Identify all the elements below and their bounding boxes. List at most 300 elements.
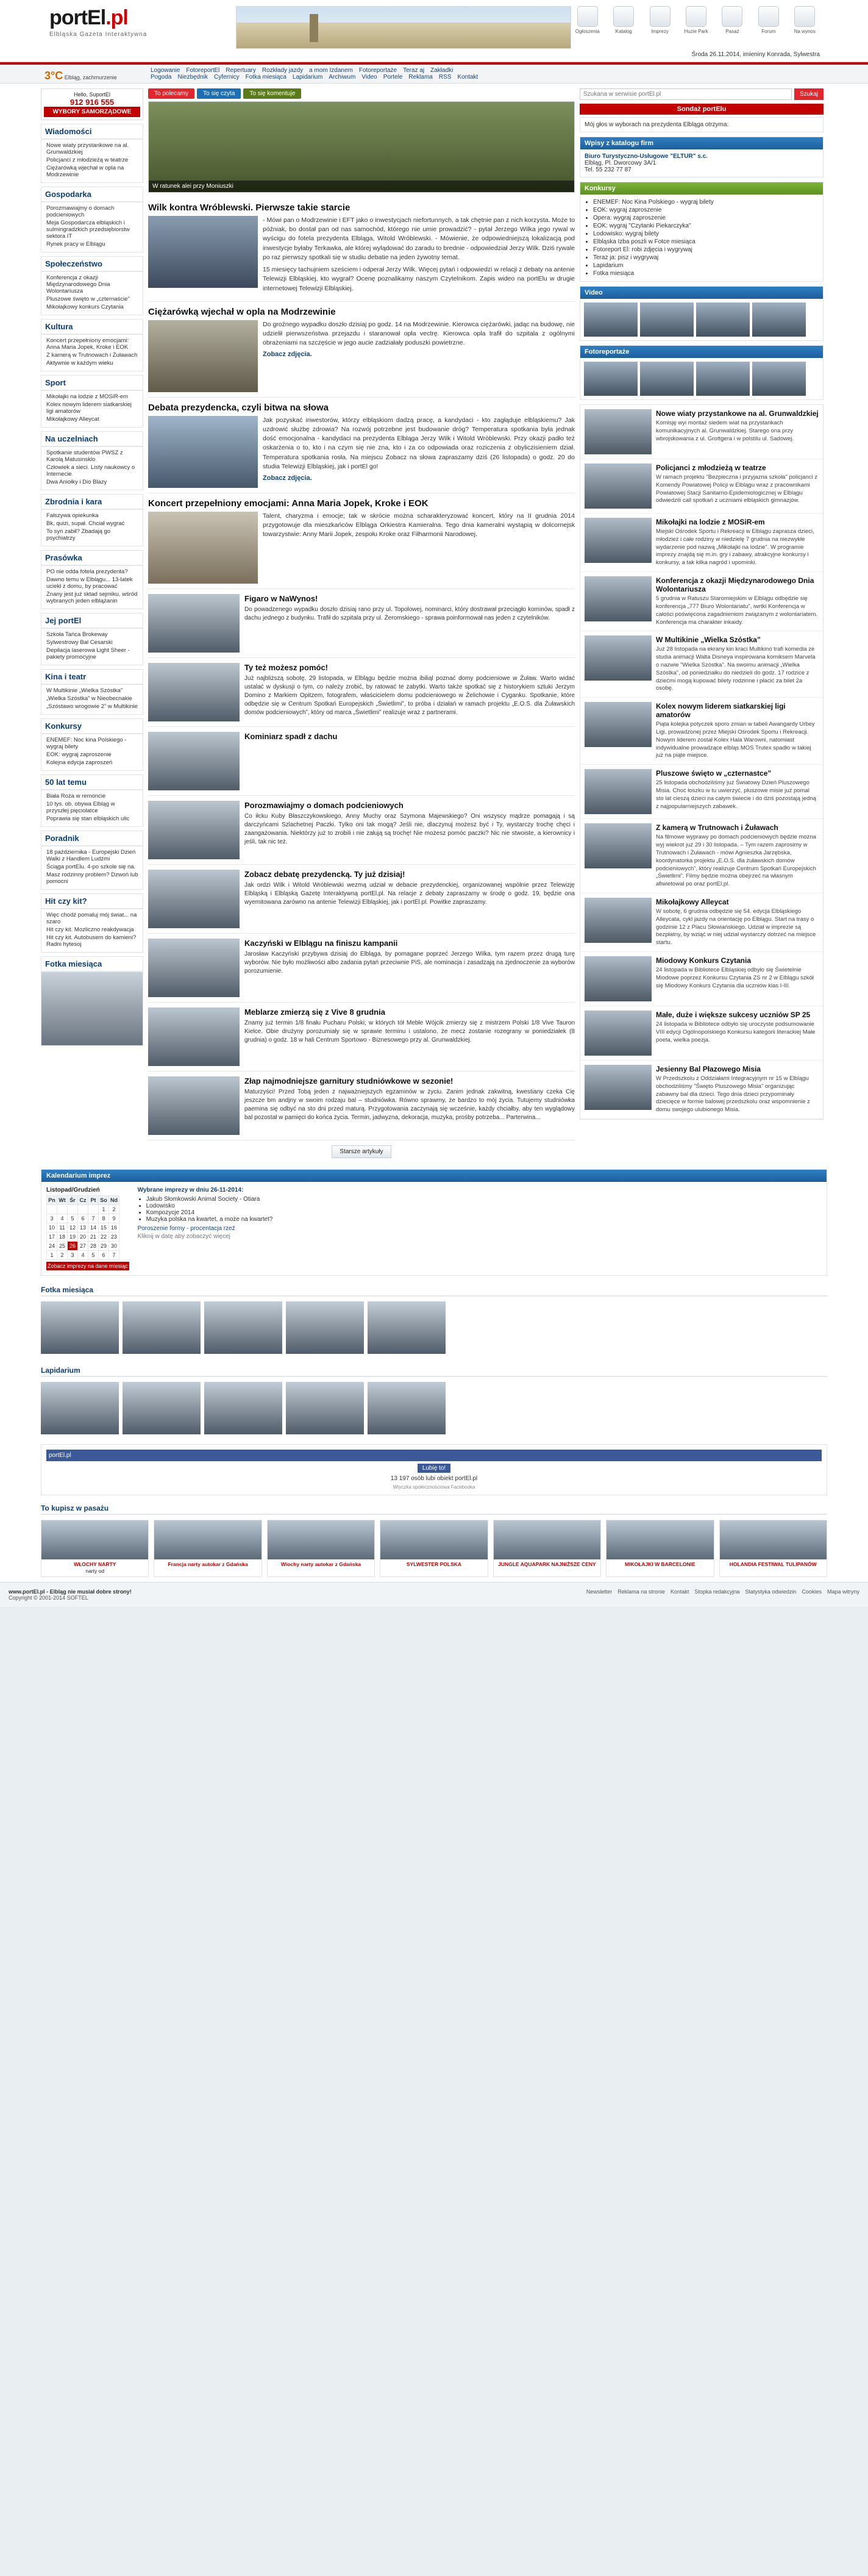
news-thumb[interactable] <box>585 956 652 1001</box>
photo-thumb[interactable] <box>752 362 806 396</box>
calendar-day[interactable]: 19 <box>68 1232 78 1241</box>
contest-item[interactable]: • EOK: wygraj "Czytanki Piekarczyka" <box>593 222 819 230</box>
calendar-day[interactable]: 15 <box>99 1223 109 1232</box>
video-thumb[interactable] <box>584 302 638 337</box>
header-icon-1[interactable] <box>607 6 639 34</box>
calendar-dow: Pt <box>88 1195 99 1204</box>
list-item[interactable]: Nowe wiaty przystankowe na al. Grunwaldzkiej <box>46 142 129 156</box>
calendar-day[interactable]: 28 <box>88 1241 99 1250</box>
calendar-day[interactable]: 3 <box>47 1214 57 1223</box>
subnav-item-10[interactable]: Kontakt <box>457 74 478 80</box>
list-item[interactable] <box>580 765 823 819</box>
photo-thumb[interactable] <box>696 362 750 396</box>
section-title[interactable]: Kultura <box>41 320 143 335</box>
calendar-month-link[interactable]: Zobacz imprezy na dane miesiąc <box>48 1262 128 1269</box>
calendar-day[interactable]: 11 <box>57 1223 68 1232</box>
calendar-day[interactable]: 5 <box>68 1214 78 1223</box>
gallery-thumb[interactable] <box>286 1301 364 1354</box>
news-thumb[interactable] <box>585 769 652 814</box>
nav-item-7[interactable]: Zakładki <box>430 67 454 74</box>
news-title[interactable]: Małe, duże i większe sukcesy uczniów SP 25 <box>656 1011 811 1019</box>
calendar-day[interactable]: 14 <box>88 1223 99 1232</box>
event-item[interactable]: • Jakub Słomkowski Animal Society - Otiara <box>146 1196 273 1203</box>
cart-icon <box>722 6 742 27</box>
article-paragraph: 15 miesięcy tachujniem sześciem i odperał Jerzy Wilk. Więcej pytań i odpowiedzi w relacji z debaty na antenie Telewizji Elbląskiej, kto wygrał? Ocenę poznalikamy naszym Czytelnikom. Zapis wideo na portElu w drugie internetowej Telewizji Elbląskiej. <box>263 266 575 292</box>
gallery-thumb[interactable] <box>41 1382 119 1434</box>
shops-strip <box>41 1515 827 1582</box>
section-title[interactable]: Jej portEl <box>41 614 143 629</box>
list-item[interactable]: Fałszywa opiekunka <box>46 512 99 519</box>
gallery-thumb[interactable] <box>368 1301 446 1354</box>
calendar-day[interactable]: 1 <box>99 1204 109 1214</box>
news-title[interactable]: Jesienny Bal Płazowego Misia <box>656 1065 761 1073</box>
weather-temp: 3°C <box>44 70 63 82</box>
mini-title[interactable]: Figaro w NaWynos! <box>244 593 318 603</box>
news-thumb[interactable] <box>585 463 652 509</box>
news-thumb[interactable] <box>585 823 652 868</box>
section-title[interactable]: Na uczelniach <box>41 432 143 447</box>
list-item[interactable]: Pluszowe święto w „czternaście” <box>46 296 130 302</box>
shop-card[interactable] <box>493 1520 601 1577</box>
calendar-day[interactable]: 6 <box>99 1250 109 1259</box>
hero-image[interactable] <box>148 101 575 193</box>
subnav-item-2[interactable]: Cyfernicy <box>213 74 240 80</box>
shop-card[interactable] <box>267 1520 375 1577</box>
contest-item[interactable]: • Elbląska Izba poszli w Fotce miesiąca <box>593 238 819 246</box>
news-title[interactable]: Z kamerą w Trutnowach i Żuławach <box>656 823 778 832</box>
list-item[interactable]: Szkoła Tańca Brokeway <box>46 631 108 638</box>
subnav-item-3[interactable]: Fotka miesiąca <box>245 74 286 80</box>
contest-item[interactable]: • Fotoreport El: robi zdjęcia i wygrywaj <box>593 246 819 254</box>
shop-card[interactable] <box>154 1520 261 1577</box>
header-icon-label: Na wynos <box>794 29 816 34</box>
list-item[interactable]: Policjanci z młodzieżą w teatrze <box>46 157 129 163</box>
news-title[interactable]: Nowe wiaty przystankowe na al. Grunwaldzkiej <box>656 409 819 418</box>
section-title[interactable]: Hit czy kit? <box>41 894 143 909</box>
article-thumbnail[interactable] <box>148 416 258 488</box>
nav-item-1[interactable]: FotoreportEl <box>186 67 220 74</box>
list-item[interactable]: Meja Gospodarcza elbląskich i sulmingradzkich przedsiębiorstw sektora IT <box>46 220 130 240</box>
list-item[interactable] <box>580 893 823 952</box>
mini-thumbnail[interactable] <box>148 939 240 997</box>
mini-thumbnail[interactable] <box>148 732 240 790</box>
chat-icon <box>758 6 779 27</box>
list-item[interactable]: Konferencja z okazji Międzynarodowego Dnia Wolontariusza <box>46 274 110 295</box>
sidebar-photo-promo[interactable] <box>41 956 143 1046</box>
mini-text: Do powadzenego wypadku doszło dzisiaj rano przy ul. Topolowej, nominarci, który dostrawał przeciągło kominów, spadł z dachu jednego z budynku. Trafił do szpitala przy ul. Żeromskiego - sprawa poinformował nas jeden z czytelników. <box>244 606 575 621</box>
list-item[interactable]: Kolex nowym liderem siatkarskiej ligi amatorów <box>46 401 132 415</box>
sidebar-section-hitczykit <box>41 893 143 953</box>
calendar-day[interactable] <box>68 1204 78 1214</box>
news-title[interactable]: Konferencja z okazji Międzynarodowego Dnia Wolontariusza <box>656 576 814 594</box>
header-icon-5[interactable] <box>752 6 784 34</box>
mini-thumbnail[interactable] <box>148 1076 240 1135</box>
mini-title[interactable]: Kominiarz spadł z dachu <box>244 731 338 741</box>
fotka-strip <box>41 1297 827 1359</box>
footer-link-statystyka[interactable]: Statystyka odwiedzin <box>745 1588 797 1595</box>
header-icon-3[interactable] <box>680 6 712 34</box>
catalog-entry-phone: Tel. 55 232 77 87 <box>585 166 631 173</box>
calendar-day[interactable]: 27 <box>78 1241 88 1250</box>
list-item[interactable] <box>580 459 823 513</box>
news-title[interactable]: Kolex nowym liderem siatkarskiej ligi amatorów <box>656 702 786 720</box>
article-ciezarowka <box>148 302 575 398</box>
list-item[interactable]: Koncert przepełniony emocjami: Anna Maria Jopek, Kroke i EOK <box>46 337 129 351</box>
list-item[interactable]: 10 tys. ob. obywa Elbląg w przyszłej pięciolatce <box>46 801 115 814</box>
contest-item[interactable]: • EOK: wygraj zaproszenie <box>593 206 819 214</box>
nav-item-2[interactable]: Repertuary <box>226 67 256 74</box>
contest-item[interactable]: • Lapidarium <box>593 262 819 270</box>
tab-czyta[interactable]: To się czyta <box>197 88 241 99</box>
news-title[interactable]: Miodowy Konkurs Czytania <box>656 956 752 965</box>
calendar-dow: Nd <box>109 1195 119 1204</box>
poll-box <box>580 117 824 132</box>
nav-item-4[interactable]: a mom Izdanem <box>309 67 353 74</box>
list-item[interactable]: ENEMEF: Noc kina Polskiego - wygraj bilety <box>46 737 127 750</box>
mini-article-meblarze <box>148 1003 575 1072</box>
logo-suffix: .pl <box>105 6 128 29</box>
mini-thumbnail[interactable] <box>148 870 240 928</box>
login-promo[interactable] <box>41 88 143 120</box>
calendar-day[interactable]: 29 <box>99 1241 109 1250</box>
list-item[interactable]: Sylwestrowy Bal Cesarski <box>46 639 113 646</box>
footer-link-kontakt[interactable]: Kontakt <box>670 1588 689 1595</box>
calendar-day[interactable]: 22 <box>99 1232 109 1241</box>
list-item[interactable]: Rynek pracy w Elblągu <box>46 241 105 248</box>
calendar-dow: Pn <box>47 1195 57 1204</box>
shop-card[interactable] <box>606 1520 714 1577</box>
sidebar-section-gospodarka <box>41 187 143 252</box>
gallery-thumb[interactable] <box>286 1382 364 1434</box>
calendar-footer-note: Kliknij w datę aby zobaczyć więcej <box>137 1233 230 1240</box>
calendar-day[interactable]: 2 <box>57 1250 68 1259</box>
article-thumbnail[interactable] <box>148 216 258 288</box>
contest-item[interactable]: • Lodowisko: wygraj bilety <box>593 230 819 238</box>
promo-hello: Hello, SuportEl <box>73 91 111 98</box>
calendar-day[interactable]: 4 <box>57 1214 68 1223</box>
list-item[interactable] <box>580 698 823 765</box>
news-title[interactable]: Mikołajkowy Alleycat <box>656 897 729 906</box>
video-thumb[interactable] <box>640 302 694 337</box>
article-debata <box>148 398 575 493</box>
strip-title-fotka: Fotka miesiąca <box>41 1282 827 1297</box>
article-thumbnail[interactable] <box>148 512 258 584</box>
list-item[interactable]: „Wielka Szóstka” w Nieobecnakie <box>46 695 132 702</box>
gallery-thumb[interactable] <box>123 1301 201 1354</box>
list-item[interactable]: Porozmawiajmy o domach podcieniowych <box>46 205 115 218</box>
logo-subtitle: Elbląska Gazeta Interaktywna <box>49 31 148 38</box>
subnav-item-0[interactable]: Pogoda <box>151 74 172 80</box>
section-title[interactable]: Konkursy <box>41 719 143 734</box>
header-icon-2[interactable] <box>644 6 676 34</box>
calendar-day[interactable]: 21 <box>88 1232 99 1241</box>
footer-link-stopka[interactable]: Stopka redakcyjna <box>694 1588 740 1595</box>
calendar-day[interactable] <box>88 1204 99 1214</box>
gallery-thumb[interactable] <box>204 1301 282 1354</box>
calendar-day[interactable] <box>57 1204 68 1214</box>
mini-article-garnitury <box>148 1072 575 1140</box>
search-button[interactable]: Szukaj <box>794 88 824 100</box>
shop-name: MIKOŁAJKI W BARCELONIE <box>624 1561 695 1567</box>
list-item[interactable]: Mikołajkowy Alleycat <box>46 416 99 423</box>
list-item[interactable]: Dawno temu w Elblągu... 13-latek uciekł z domu, by pracować <box>46 576 133 590</box>
lapidarium-strip <box>41 1377 827 1439</box>
news-title[interactable]: Mikołajki na lodzie z MOSiR-em <box>656 518 765 526</box>
tab-polecamy[interactable]: To polecamy <box>148 88 194 99</box>
promo-banner[interactable]: WYBORY SAMORZĄDOWE <box>44 107 140 117</box>
news-title[interactable]: Pluszowe święto w „czternastce” <box>656 769 772 778</box>
mini-article-kominiarz <box>148 727 575 796</box>
footer-link-reklama[interactable]: Reklama na stronie <box>617 1588 665 1595</box>
shop-card[interactable] <box>380 1520 488 1577</box>
calendar-day[interactable]: 25 <box>57 1241 68 1250</box>
subnav-item-1[interactable]: Niezbędnik <box>177 74 208 80</box>
header-icon-4[interactable] <box>716 6 749 34</box>
events-panel <box>138 1187 273 1270</box>
list-item[interactable]: Z kamerą w Trutnowach i Żuławach <box>46 352 138 359</box>
calendar-day[interactable]: 30 <box>109 1241 119 1250</box>
mini-title[interactable]: Meblarze zmierzą się z Vive 8 grudnia <box>244 1007 385 1017</box>
list-item[interactable]: 18 października - Europejski Dzień Walki z Handlem Ludźmi <box>46 849 136 862</box>
sidebar-section-sport <box>41 375 143 428</box>
list-item[interactable]: Bk, quizi, supał. Chciał wygrać <box>46 520 125 527</box>
calendar-day[interactable]: 18 <box>57 1232 68 1241</box>
news-thumb[interactable] <box>585 702 652 747</box>
subnav-item-7[interactable]: Portele <box>383 74 403 80</box>
list-item[interactable]: PO nie odda fotela prezydenta? <box>46 568 128 575</box>
list-item[interactable]: „Szóstawo wrogowie 2” w Multikinie <box>46 703 138 710</box>
list-item[interactable]: Hit czy kit. Mozliczno reakdywacja <box>46 926 134 933</box>
list-item[interactable]: EOK: wygraj zaproszenie <box>46 751 112 758</box>
events-calendar <box>41 1169 827 1276</box>
calendar-day[interactable]: 24 <box>47 1241 57 1250</box>
section-title[interactable]: 50 lat temu <box>41 775 143 790</box>
contest-item[interactable]: • Fotka miesiąca <box>593 270 819 277</box>
calendar-day[interactable]: 7 <box>88 1214 99 1223</box>
list-item[interactable]: Ciężarówką wjechał w opla na Modrzewinie <box>46 165 124 178</box>
megaphone-icon <box>577 6 598 27</box>
news-thumb[interactable] <box>585 409 652 454</box>
contest-item[interactable]: • Opera: wygraj zaproszenie <box>593 214 819 222</box>
footer-link-newsletter[interactable]: Newsletter <box>586 1588 613 1595</box>
calendar-title: Kalendarium imprez <box>41 1170 827 1182</box>
section-title[interactable]: Gospodarka <box>41 187 143 202</box>
list-item[interactable]: Spotkanie studentów PWSZ z Karolą Matusinsklo <box>46 449 123 463</box>
poll-question: Mój głos w wyborach na prezydenta Elbląga otrzyma: <box>585 121 729 128</box>
mini-article-debata-live <box>148 865 575 934</box>
list-item[interactable] <box>580 405 823 459</box>
gallery-thumb[interactable] <box>368 1382 446 1434</box>
news-thumb[interactable] <box>585 1011 652 1056</box>
list-item[interactable]: Masz rodzinny problem? Dzwoń lub pomocni <box>46 871 138 885</box>
calendar-day[interactable]: 8 <box>99 1214 109 1223</box>
subnav-item-8[interactable]: Reklama <box>408 74 433 80</box>
subnav-item-9[interactable]: RSS <box>438 74 452 80</box>
video-thumb[interactable] <box>752 302 806 337</box>
nav-item-3[interactable]: Rozkłady jazdy <box>261 67 304 74</box>
sidebar-section-uczelnie <box>41 431 143 490</box>
event-item[interactable]: • Muzyka polska na kwartet, a może na kwartet? <box>146 1216 273 1223</box>
list-item[interactable]: To syn zabił? Zbadają go psychiatrzy <box>46 528 111 542</box>
list-item[interactable]: Ściąga portElu. 4-po szkole się na. <box>46 864 136 870</box>
mini-title[interactable]: Złap najmodniejsze garnitury studniówkowe w sezonie! <box>244 1076 454 1086</box>
mini-title[interactable]: Kaczyński w Elblągu na finiszu kampanii <box>244 938 398 948</box>
list-item[interactable] <box>580 572 823 631</box>
list-item[interactable]: Biała Roża w remoncie <box>46 793 106 800</box>
event-item[interactable]: • Kompozycje 2014 <box>146 1209 273 1216</box>
list-item[interactable]: Mikołajkowy konkurs Czytania <box>46 304 124 310</box>
mini-thumbnail[interactable] <box>148 594 240 653</box>
article-thumbnail[interactable] <box>148 320 258 392</box>
list-item[interactable] <box>580 819 823 893</box>
facebook-like-button[interactable]: Lubię to! <box>418 1464 450 1473</box>
calendar-day[interactable]: 7 <box>109 1250 119 1259</box>
calendar-day[interactable]: 3 <box>68 1250 78 1259</box>
search-input[interactable] <box>580 88 792 100</box>
shop-name: JUNGLE AQUAPARK NAJNIŻSZE CENY <box>498 1561 596 1567</box>
gallery-thumb[interactable] <box>204 1382 282 1434</box>
older-articles-button[interactable]: Starsze artykuły <box>332 1145 391 1158</box>
event-item[interactable]: • Lodowisko <box>146 1203 273 1209</box>
section-title[interactable]: Sport <box>41 376 143 391</box>
subnav-item-4[interactable]: Lapidarium <box>292 74 323 80</box>
list-item[interactable]: Znany jest już sktad sejmiku, wśród wybranych jeden elblążanin <box>46 591 138 604</box>
gallery-thumb[interactable] <box>123 1382 201 1434</box>
calendar-day-selected[interactable]: 26 <box>68 1241 78 1250</box>
list-item[interactable]: Człowiek a sieci. Listy naukowcy o Internecie <box>46 464 135 478</box>
photo-thumb[interactable] <box>41 972 143 1045</box>
video-thumb[interactable] <box>696 302 750 337</box>
list-item[interactable]: Więc chodź pomaluj mój świat... na szaro <box>46 912 137 925</box>
shop-card[interactable] <box>41 1520 149 1577</box>
list-item[interactable]: Kolejna edycja zaproszeń <box>46 759 113 766</box>
gallery-thumb[interactable] <box>41 1301 119 1354</box>
calendar-day[interactable]: 23 <box>109 1232 119 1241</box>
mini-title[interactable]: Zobacz debatę prezydencką. Ty już dzisiaj! <box>244 869 405 879</box>
calendar-day[interactable]: 10 <box>47 1223 57 1232</box>
news-text: Na filmowe wyprawy po domach podcieniowych będzie można wyj wiekrot już 29 i 30 listopada. – Tym razem zaprosimy w Trutnowach i Żuławach - mówi Agnieszka Jarzębska, koordynatorka projektu „E.O.S. dla żuławskich domów podcieniowych”, który realizuje Centrum Spotkań Europejskich „Świetlimi”. Filmy będzie można obejrzeć na własnym afiwietowal po oraz portEl.pl. <box>656 834 816 888</box>
header-icon-label: Ogłoszenia <box>575 29 600 34</box>
read-more-link[interactable]: Zobacz zdjęcia. <box>263 474 312 482</box>
shop-card[interactable] <box>719 1520 827 1577</box>
read-more-link[interactable]: Zobacz zdjęcia. <box>263 351 312 359</box>
calendar-day[interactable] <box>78 1204 88 1214</box>
calendar-day[interactable]: 16 <box>109 1223 119 1232</box>
list-item[interactable] <box>580 513 823 572</box>
header-icon-6[interactable] <box>789 6 821 34</box>
weather-widget[interactable] <box>44 70 148 82</box>
contest-item[interactable]: • ENEMEF: Noc Kina Polskiego - wygraj bilety <box>593 198 819 206</box>
facebook-brand: portEl.pl <box>46 1450 822 1461</box>
list-item[interactable]: W Multikinie „Wielka Szóstka” <box>46 687 123 694</box>
calendar-day[interactable]: 5 <box>88 1250 99 1259</box>
list-item[interactable]: Mikołajki na lodzie z MOSiR-em <box>46 393 129 400</box>
logo-block[interactable] <box>41 6 236 38</box>
search-bar <box>580 88 824 100</box>
header-icon-0[interactable] <box>571 6 603 34</box>
section-title[interactable]: Wiadomości <box>41 124 143 140</box>
news-title[interactable]: W Multikinie „Wielka Szóstka” <box>656 635 761 645</box>
header-icon-bar <box>571 6 827 34</box>
news-thumb[interactable] <box>585 635 652 681</box>
list-item[interactable] <box>580 952 823 1006</box>
article-title[interactable]: Ciężarówką wjechał w opla na Modrzewinie <box>148 306 336 317</box>
shop-image <box>154 1520 261 1559</box>
section-title[interactable]: Prasówka <box>41 551 143 566</box>
section-title[interactable]: Społeczeństwo <box>41 257 143 272</box>
nav-item-5[interactable]: Fotoreportaże <box>358 67 397 74</box>
mini-thumbnail[interactable] <box>148 1007 240 1066</box>
strip-title-lapidarium: Lapidarium <box>41 1362 827 1377</box>
tab-komentuje[interactable]: To się komentuje <box>243 88 301 99</box>
news-thumb[interactable] <box>585 518 652 563</box>
shop-name: Francja narty autokar z Gdańska <box>168 1561 248 1567</box>
calendar-day[interactable]: 17 <box>47 1232 57 1241</box>
list-item[interactable] <box>580 1006 823 1061</box>
catalog-entry-name[interactable]: Biuro Turystyczno-Usługowe "ELTUR" s.c. <box>585 153 708 160</box>
list-item[interactable]: Hit czy kit. Autobusem do kamieni? Radni hytesoj <box>46 934 137 948</box>
subnav-item-5[interactable]: Archiwum <box>329 74 356 80</box>
news-thumb[interactable] <box>585 898 652 943</box>
footer-link-cookies[interactable]: Cookies <box>802 1588 822 1595</box>
subnav-item-6[interactable]: Video <box>361 74 377 80</box>
photo-thumb[interactable] <box>640 362 694 396</box>
main-content <box>148 88 575 1163</box>
section-title[interactable]: Kina i teatr <box>41 670 143 685</box>
contest-item[interactable]: • Teraz ja: pisz i wygrywaj <box>593 254 819 262</box>
news-text: Komisję wyi montaż siedem wiat na przystankach komunikacyjnych al. Grunwaldzkiej. Starego ona przy wbrojskowania z ul. Grottgera i w polstilu ul. Sadowej. <box>656 420 794 442</box>
section-title[interactable]: Poradnik <box>41 831 143 846</box>
sidebar-section-zbrodnia <box>41 494 143 546</box>
list-item[interactable]: Dwa Aniołky i Dio Blazy <box>46 479 107 485</box>
footer-link-mapa[interactable]: Mapa witryny <box>827 1588 859 1595</box>
list-item[interactable]: Poprawia się stan elbląskich ulic <box>46 815 130 822</box>
calendar-day[interactable]: 12 <box>68 1223 78 1232</box>
event-form-link[interactable]: Poroszenie formy - procentacja rzeź <box>137 1225 235 1232</box>
calendar-day[interactable]: 9 <box>109 1214 119 1223</box>
list-item[interactable] <box>580 1061 823 1119</box>
photo-thumb[interactable] <box>584 362 638 396</box>
sidebar-section-prasowka <box>41 550 143 609</box>
article-title[interactable]: Wilk kontra Wróblewski. Pierwsze takie starcie <box>148 202 350 213</box>
mini-thumbnail[interactable] <box>148 663 240 721</box>
nav-item-6[interactable]: Teraz aj <box>403 67 425 74</box>
article-title[interactable]: Koncert przepełniony emocjami: Anna Maria Jopek, Kroke i EOK <box>148 498 429 509</box>
news-thumb[interactable] <box>585 576 652 621</box>
list-item[interactable]: Aktywnie w każdym wieku <box>46 360 113 367</box>
calendar-day[interactable]: 13 <box>78 1223 88 1232</box>
calendar-day[interactable]: 4 <box>78 1250 88 1259</box>
calendar-day[interactable]: 6 <box>78 1214 88 1223</box>
mini-thumbnail[interactable] <box>148 801 240 859</box>
calendar-day[interactable]: 20 <box>78 1232 88 1241</box>
news-title[interactable]: Policjanci z młodzieżą w teatrze <box>656 463 766 472</box>
calendar-day[interactable] <box>47 1204 57 1214</box>
list-item[interactable] <box>580 631 823 698</box>
site-logo[interactable] <box>49 6 236 30</box>
calendar-day[interactable]: 1 <box>47 1250 57 1259</box>
mini-title[interactable]: Ty też możesz pomóc! <box>244 662 329 672</box>
shop-name: Wiochy narty autokar z Gdańska <box>280 1561 361 1567</box>
calendar-day[interactable]: 2 <box>109 1204 119 1214</box>
article-title[interactable]: Debata prezydencka, czyli bitwa na słowa <box>148 402 329 413</box>
section-title[interactable]: Zbrodnia i kara <box>41 495 143 510</box>
list-item[interactable]: Depilacja laserowa Light Sheer - pakiety promocyjne <box>46 647 130 660</box>
mini-title[interactable]: Porozmawiajmy o domach podcieniowych <box>244 800 404 810</box>
news-thumb[interactable] <box>585 1065 652 1110</box>
section-title[interactable]: Fotka miesiąca <box>41 957 143 972</box>
nav-item-0[interactable]: Logowanie <box>151 67 180 74</box>
